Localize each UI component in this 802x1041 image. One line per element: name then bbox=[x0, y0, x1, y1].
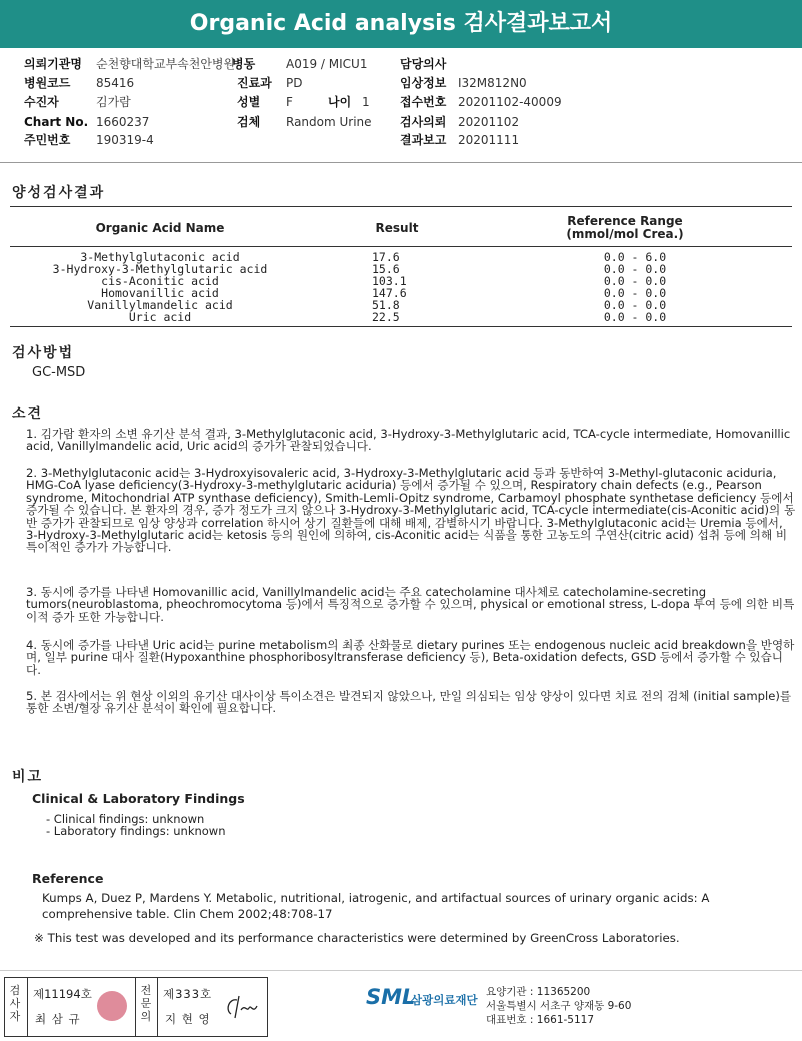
acid-name: Vanillylmandelic acid bbox=[87, 298, 233, 312]
table-row bbox=[10, 311, 792, 323]
info-value: 85416 bbox=[96, 76, 135, 90]
info-label: Chart No. bbox=[24, 115, 89, 129]
info-label: 접수번호 bbox=[400, 95, 447, 109]
lab-note: ※ This test was developed and its performance characteristics were determined by GreenCross Laboratories. bbox=[34, 931, 680, 945]
info-value: 20201102 bbox=[458, 115, 520, 129]
signature-icon bbox=[223, 992, 263, 1022]
divider bbox=[157, 978, 158, 1036]
divider bbox=[0, 162, 802, 163]
org-name: 삼광의료재단 bbox=[411, 993, 478, 1007]
clinical-line-1: - Clinical findings: unknown bbox=[46, 812, 205, 826]
col-header-reference-2: (mmol/mol Crea.) bbox=[566, 227, 684, 241]
clinical-line-2: - Laboratory findings: unknown bbox=[46, 824, 226, 838]
col-header-reference-1: Reference Range bbox=[567, 214, 683, 228]
info-row-4 bbox=[24, 113, 520, 131]
info-row-1 bbox=[24, 55, 447, 73]
org-code: 요양기관 : 11365200 bbox=[486, 986, 591, 998]
acid-result: 51.8 bbox=[372, 298, 400, 312]
info-label: 검사의뢰 bbox=[400, 115, 447, 129]
finding-2: 2. 3-Methylglutaconic acid는 3-Hydroxyisovaleric acid, 3-Hydroxy-3-Methylglutaric acid 등과 동반하여 3-Methyl-glutaconic aciduria, HMG-CoA lyase deficiency(3-Hydroxy-3-methylglutaric aciduria) 등에서 증가될 수 있으며, Respiratory chain defects (e.g., Pearson syndrome, Mitochondrial ATP synthase deficiency), Smith-Lemli-Opitz syndrome, Carbamoyl phosphate synthetase deficiency 등에서 증가될 수 있습니다. 본 환자의 경우, 증가 정도가 크지 않으나 3-Hydroxy-3-Methylglutaric acid, TCA-cycle intermediate(cis-Aconitic acid)의 동반 증가가 관찰되므로 임상 양상과 correlation 하시어 상기 질환들에 대해 배제, 감별하시기 바랍니다. 3-Methylglutaconic acid는 Uremia 등에서, 3-Hydroxy-3-Methylglutaric acid는 ketosis 등의 원인에 의하여, cis-Aconitic acid는 식품을 통한 고농도의 구연산(citric acid) 섭취 등에 의해 비특이적인 증가가 가능합니다. bbox=[26, 466, 796, 555]
info-label: 성별 bbox=[237, 95, 261, 109]
doctor-label: 전문의 bbox=[140, 984, 152, 1023]
footer bbox=[0, 970, 802, 1041]
acid-result: 22.5 bbox=[372, 310, 400, 324]
table-bottom-rule bbox=[10, 326, 792, 327]
acid-reference: 0.0 - 0.0 bbox=[603, 274, 667, 288]
acid-reference: 0.0 - 0.0 bbox=[603, 298, 667, 312]
remarks-heading: 비고 bbox=[12, 769, 44, 785]
finding-4: 4. 동시에 증가를 나타낸 Uric acid는 purine metabolism의 최종 산화물로 dietary purines 또는 endogenous nucleic acid breakdown을 반영하며, 일부 purine 대사 질환(Hypoxanthine phosphoribosyltransferase deficiency 등), Beta-oxidation defects, GSD 등에서 증가할 수 있습니다. bbox=[26, 638, 795, 677]
tester-number: 제11194호 bbox=[33, 987, 92, 1001]
info-label: 수진자 bbox=[24, 95, 59, 109]
info-label: 나이 bbox=[328, 95, 352, 109]
info-value: PD bbox=[286, 76, 303, 90]
report-title: Organic Acid analysis 검사결과보고서 bbox=[0, 0, 802, 48]
info-value: Random Urine bbox=[286, 115, 372, 129]
acid-name: 3-Methylglutaconic acid bbox=[80, 250, 240, 264]
info-label: 임상정보 bbox=[400, 76, 447, 90]
finding-5: 5. 본 검사에서는 위 현상 이외의 유기산 대사이상 특이소견은 발견되지 않았으나, 만일 의심되는 임상 양상이 있다면 치료 전의 검체 (initial sample)를 통한 소변/혈장 유기산 분석이 확인에 필요합니다. bbox=[26, 689, 792, 716]
finding-1: 1. 김가람 환자의 소변 유기산 분석 결과, 3-Methylglutaconic acid, 3-Hydroxy-3-Methylglutaric acid, TCA-cycle intermediate, Homovanillic acid, Vanillylmandelic acid, Uric acid의 증가가 관찰되었습니다. bbox=[26, 427, 791, 454]
acid-result: 17.6 bbox=[372, 250, 400, 264]
divider bbox=[135, 978, 136, 1036]
acid-result: 103.1 bbox=[372, 274, 407, 288]
reference-text: Kumps A, Duez P, Mardens Y. Metabolic, nutritional, iatrogenic, and artifactual sources of urinary organic acids: A comprehensive table. Clin Chem 2002;48:708-17 bbox=[42, 891, 710, 921]
acid-result: 15.6 bbox=[372, 262, 400, 276]
logo-mark: SML bbox=[366, 985, 416, 1009]
divider bbox=[27, 978, 28, 1036]
table-top-rule bbox=[10, 206, 792, 207]
info-value: I32M812N0 bbox=[458, 76, 527, 90]
org-contact bbox=[486, 985, 631, 1027]
acid-reference: 0.0 - 0.0 bbox=[603, 310, 667, 324]
info-value: 1660237 bbox=[96, 115, 150, 129]
acid-name: Uric acid bbox=[128, 310, 192, 324]
info-value: 순천향대학교부속천안병원 bbox=[96, 57, 236, 71]
signature-box bbox=[4, 977, 268, 1037]
info-label: 진료과 bbox=[237, 76, 272, 90]
acid-reference: 0.0 - 0.0 bbox=[603, 262, 667, 276]
findings-heading: 소견 bbox=[12, 406, 44, 422]
tester-name: 최 삼 규 bbox=[35, 1012, 81, 1026]
info-value: 김가람 bbox=[96, 95, 131, 109]
info-value: 20201111 bbox=[458, 133, 520, 147]
info-label: 결과보고 bbox=[400, 133, 447, 147]
org-address: 서울특별시 서초구 양재동 9-60 bbox=[486, 1000, 632, 1012]
acid-name: Homovanillic acid bbox=[101, 286, 219, 300]
info-label: 병동 bbox=[232, 57, 256, 71]
tester-label: 검사자 bbox=[9, 984, 21, 1023]
col-header-result: Result bbox=[375, 221, 419, 235]
info-value: A019 / MICU1 bbox=[286, 57, 368, 71]
info-row-5 bbox=[24, 131, 520, 149]
org-phone: 대표번호 : 1661-5117 bbox=[486, 1014, 595, 1026]
info-value: F bbox=[286, 95, 293, 109]
info-value: 20201102-40009 bbox=[458, 95, 562, 109]
info-label: 검체 bbox=[237, 115, 261, 129]
acid-reference: 0.0 - 0.0 bbox=[603, 286, 667, 300]
info-label: 주민번호 bbox=[24, 133, 71, 147]
info-label: 담당의사 bbox=[400, 57, 447, 71]
finding-3: 3. 동시에 증가를 나타낸 Homovanillic acid, Vanillylmandelic acid는 주요 catecholamine 대사체로 catecholamine-secreting tumors(neuroblastoma, pheochromocytoma 등)에서 특징적으로 증가할 수 있으며, physical or emotional stress, L-dopa 투여 등에 의한 비특이적 증가 또한 가능합니다. bbox=[26, 585, 795, 624]
col-header-reference bbox=[540, 215, 710, 241]
acid-reference: 0.0 - 6.0 bbox=[603, 250, 667, 264]
reference-title: Reference bbox=[32, 871, 104, 886]
acid-name: cis-Aconitic acid bbox=[101, 274, 219, 288]
info-label: 의뢰기관명 bbox=[24, 57, 82, 71]
info-value: 190319-4 bbox=[96, 133, 154, 147]
clinical-findings bbox=[46, 813, 226, 837]
table-row bbox=[10, 299, 792, 311]
seal-stamp bbox=[97, 991, 127, 1021]
clinical-title: Clinical & Laboratory Findings bbox=[32, 791, 245, 806]
col-header-name: Organic Acid Name bbox=[95, 221, 225, 235]
method-heading: 검사방법 bbox=[12, 345, 75, 361]
info-label: 병원코드 bbox=[24, 76, 71, 90]
acid-name: 3-Hydroxy-3-Methylglutaric acid bbox=[52, 262, 268, 276]
table-header-rule bbox=[10, 246, 792, 247]
method-value: GC-MSD bbox=[32, 365, 86, 380]
info-value: 1 bbox=[362, 95, 370, 109]
doctor-number: 제333호 bbox=[163, 987, 213, 1001]
info-row-2 bbox=[24, 74, 527, 92]
doctor-name: 지 현 영 bbox=[165, 1012, 211, 1026]
acid-result: 147.6 bbox=[372, 286, 407, 300]
info-row-3 bbox=[24, 93, 562, 111]
positive-heading: 양성검사결과 bbox=[12, 185, 106, 201]
